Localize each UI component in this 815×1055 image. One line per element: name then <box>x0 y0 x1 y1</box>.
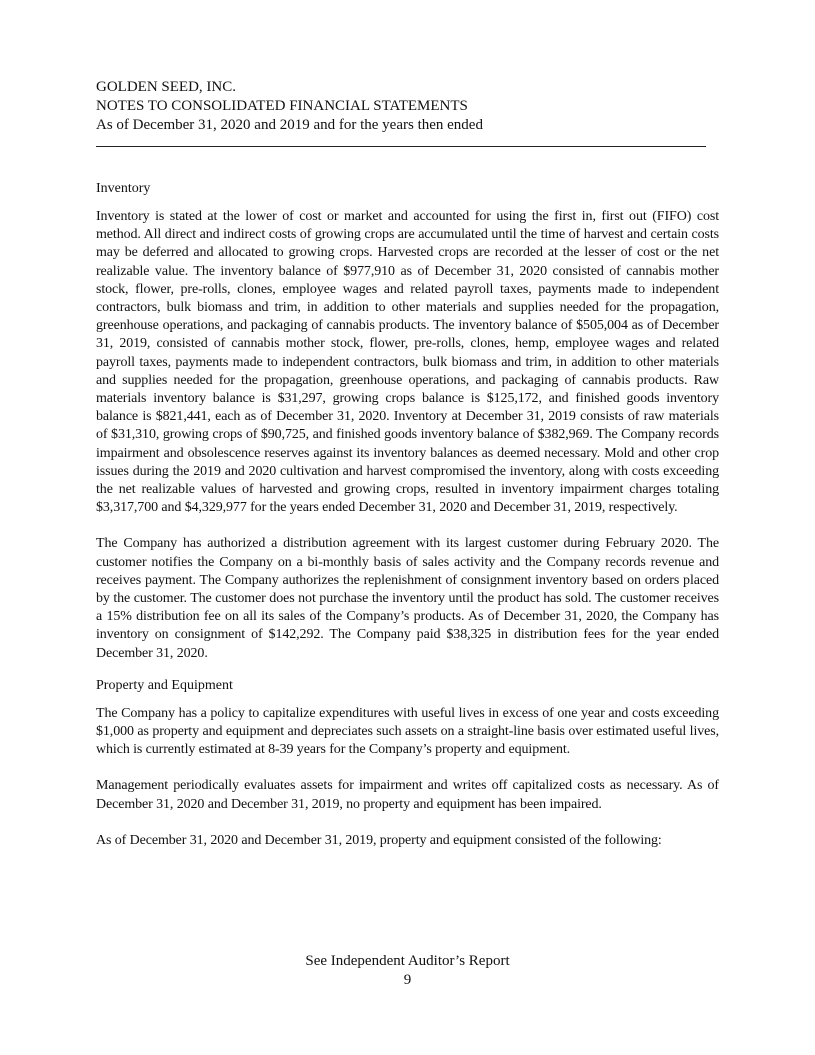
company-name: GOLDEN SEED, INC. <box>96 79 236 95</box>
header-divider <box>96 146 706 147</box>
impairment-paragraph: Management periodically evaluates assets for impairment and writes off capitalized costs as necessary. As of December 31, 2020 and December 31, 2019, no property and equipment has been impaired. <box>96 778 719 812</box>
property-intro-paragraph: As of December 31, 2020 and December 31, 2019, property and equipment consisted of the following: <box>96 832 662 848</box>
inventory-paragraph: Inventory is stated at the lower of cost or market and accounted for using the first in, first out (FIFO) cost method. All direct and indirect costs of growing crops are accumulated until the time of harvest and certain costs may be deferred and allocated to growing crops. Harvested crops are recorded at the lesser of cost or the net realizable value. The inventory balance of $977,910 as of December 31, 2020 consisted of cannabis mother stock, flower, pre-rolls, clones, employee wages and related payroll taxes, payments made to independent contractors, bulk biomass and trim, in addition to other materials and supplies needed for the propagation, greenhouse operations, and packaging of cannabis products. The inventory balance of $505,004 as of December 31, 2019, consisted of cannabis mother stock, flower, pre-rolls, clones, hemp, employee wages and related payroll taxes, payments made to independent contractors, bulk biomass and trim, in addition to other materials and supplies needed for the propagation, greenhouse operations, and packaging of cannabis products. Raw materials inventory balance is $31,297, growing crops balance is $125,172, and finished goods inventory balance is $821,441, each as of December 31, 2020. Inventory at December 31, 2019 consists of raw materials of $31,310, growing crops of $90,725, and finished goods inventory balance of $382,969. The Company records impairment and obsolescence reserves against its inventory balances as deemed necessary. Mold and other crop issues during the 2019 and 2020 cultivation and harvest compromised the inventory, along with costs exceeding the net realizable values of harvested and growing crops, resulted in inventory impairment charges totaling $3,317,700 and $4,329,977 for the years ended December 31, 2020 and December 31, 2019, respectively. <box>96 209 719 516</box>
auditor-report-note: See Independent Auditor’s Report <box>305 953 510 969</box>
page-header <box>96 78 716 135</box>
capitalization-paragraph: The Company has a policy to capitalize expenditures with useful lives in excess of one year and costs exceeding $1,000 as property and equipment and depreciates such assets on a straight-line basis over estimated useful lives, which is currently estimated at 8-39 years for the Company’s property and equipment. <box>96 705 719 758</box>
inventory-heading: Inventory <box>96 181 151 196</box>
distribution-paragraph: The Company has authorized a distribution agreement with its largest customer during February 2020. The customer notifies the Company on a bi-monthly basis of sales activity and the Company records revenue and receives payment. The Company authorizes the replenishment of consignment inventory based on orders placed by the customer. The customer does not purchase the inventory until the product has sold. The customer receives a 15% distribution fee on all its sales of the Company’s products. As of December 31, 2020, the Company has inventory on consignment of $142,292. The Company paid $38,325 in distribution fees for the year ended December 31, 2020. <box>96 536 719 661</box>
page-content <box>96 180 719 868</box>
page-footer <box>0 952 815 990</box>
page-number: 9 <box>403 972 412 988</box>
document-title: NOTES TO CONSOLIDATED FINANCIAL STATEMENTS <box>96 98 468 114</box>
property-heading: Property and Equipment <box>96 677 233 693</box>
reporting-period: As of December 31, 2020 and 2019 and for the years then ended <box>96 117 483 133</box>
